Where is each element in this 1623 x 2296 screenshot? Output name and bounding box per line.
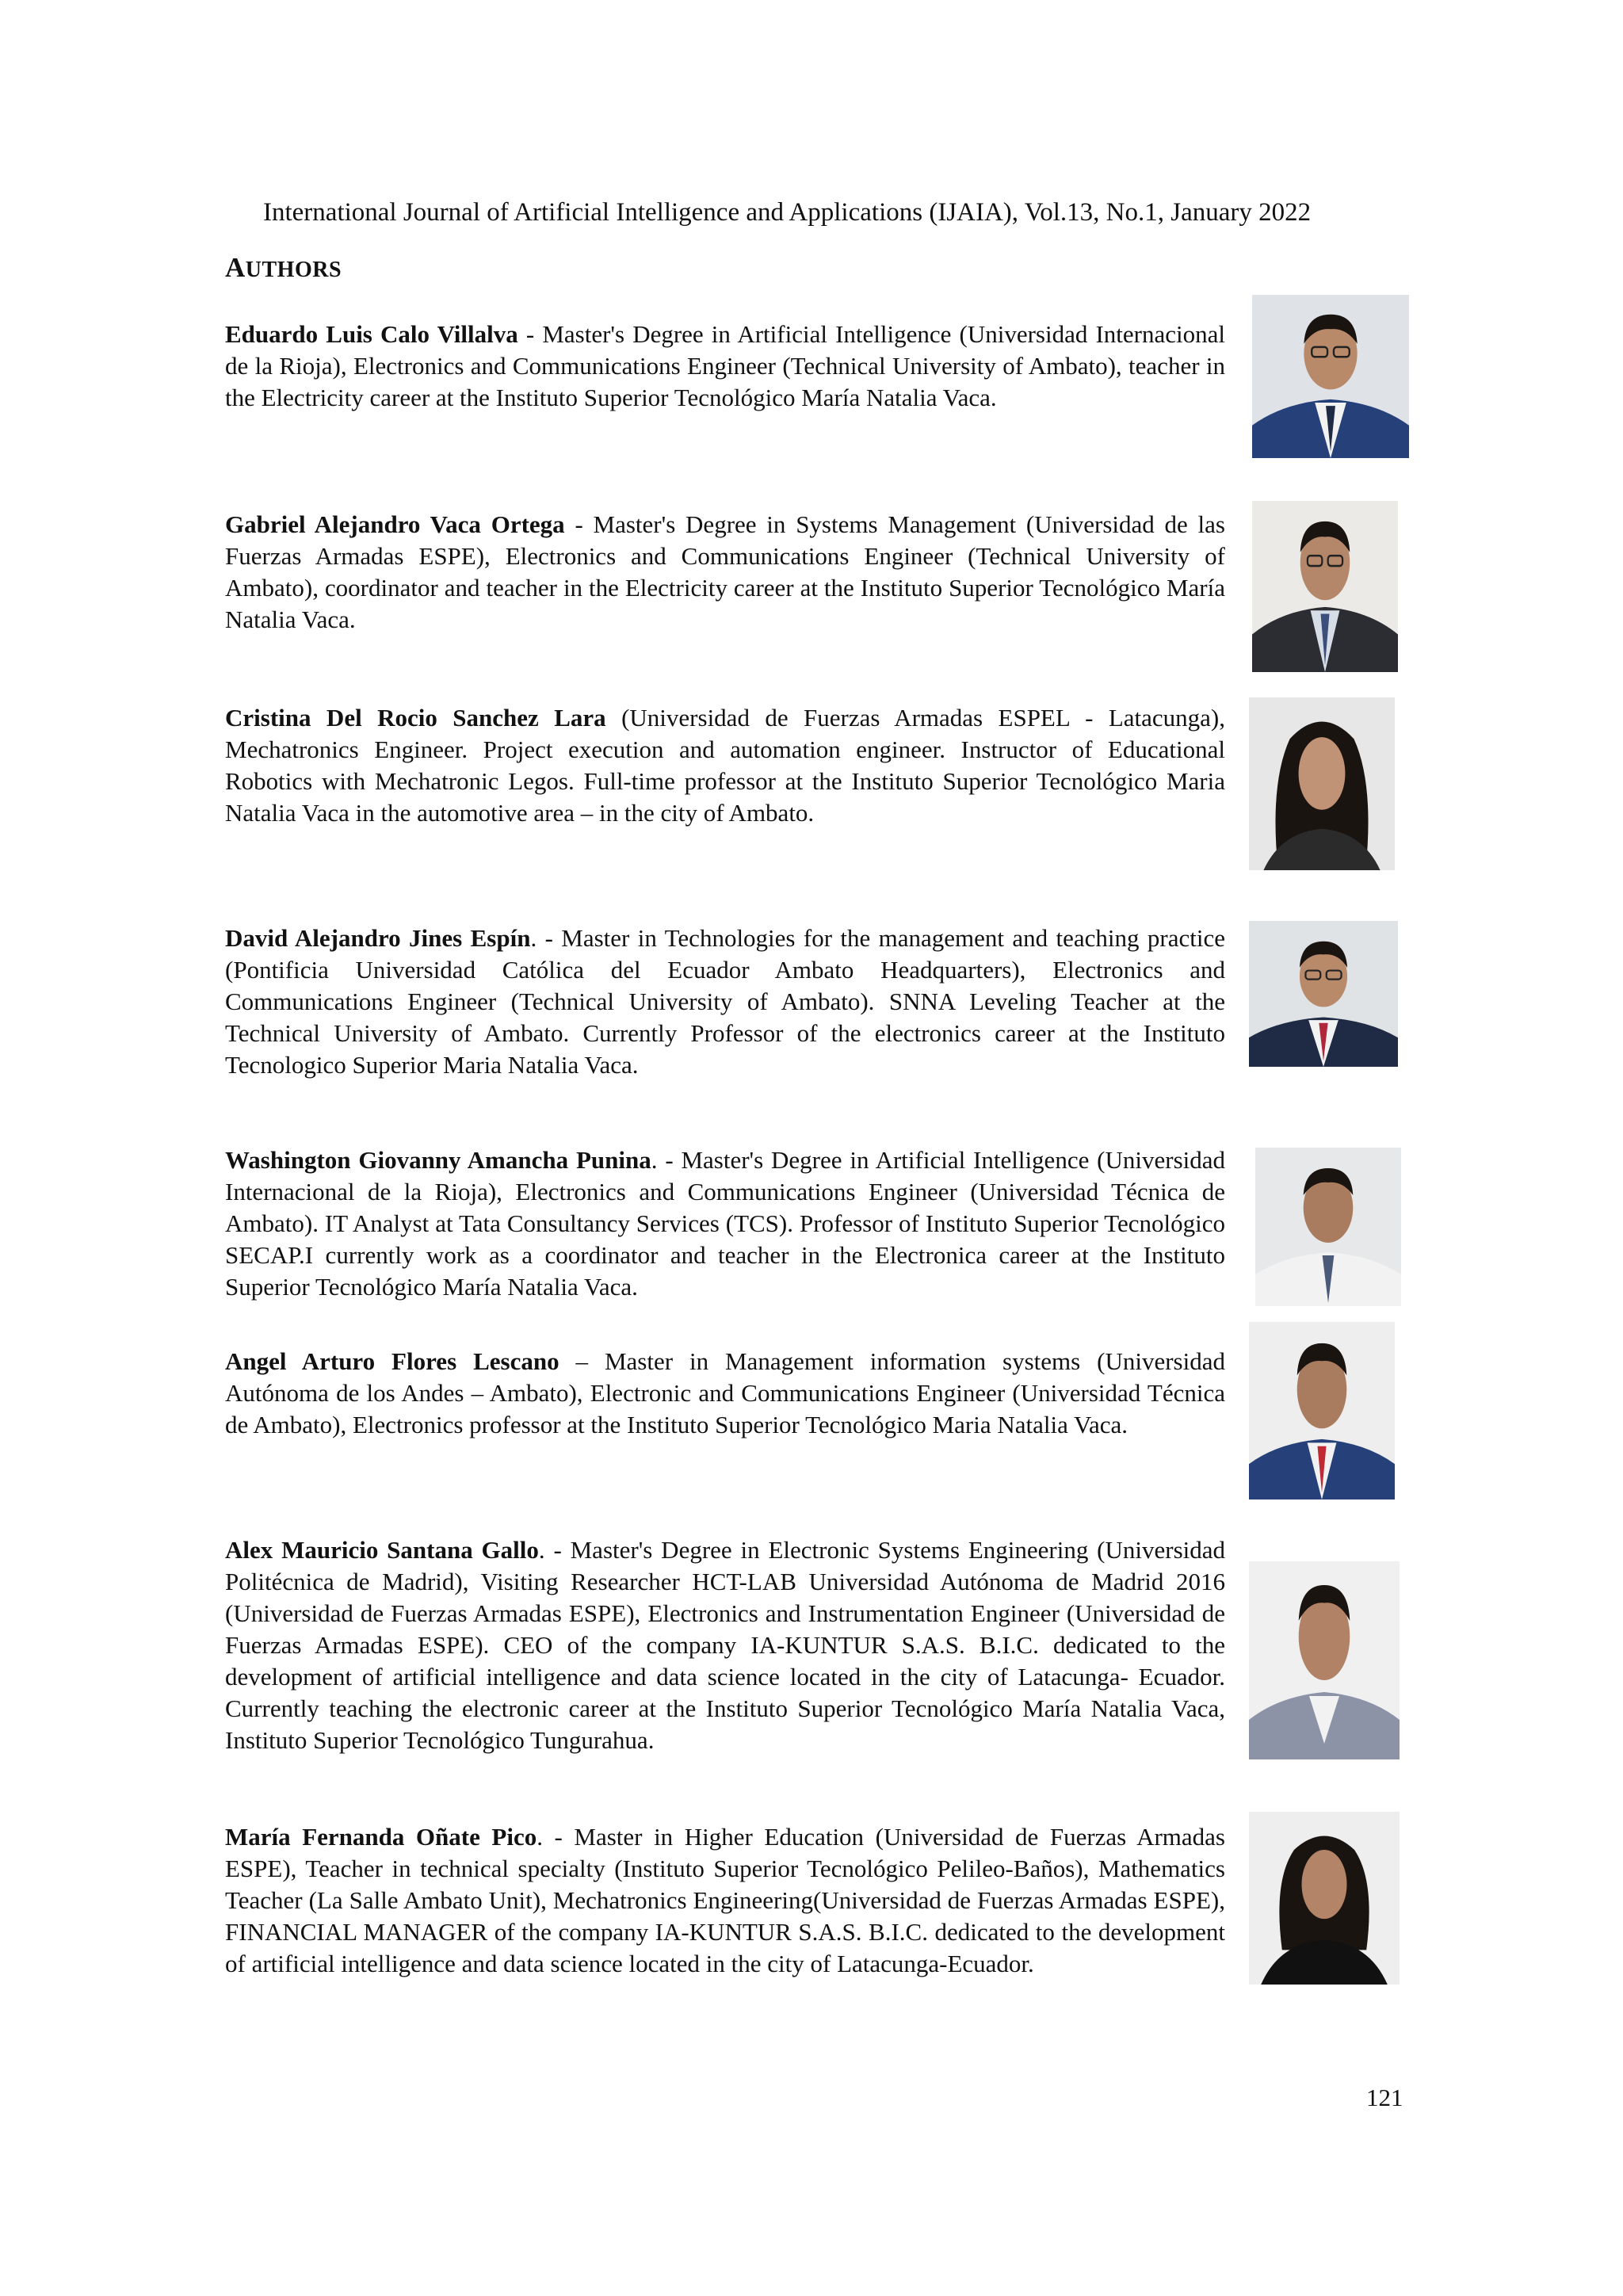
section-title-rest: UTHORS (245, 258, 342, 282)
author-photo-1 (1252, 295, 1409, 458)
author-photo-2 (1252, 501, 1398, 672)
author-bio-7 (225, 1534, 1225, 1756)
author-bio-2 (225, 509, 1225, 636)
portrait-image (1255, 1148, 1401, 1306)
author-name: Washington Giovanny Amancha Punina (225, 1146, 651, 1174)
author-description: . - Master's Degree in Artificial Intelligence (Universidad Internacional de la Rioja), Electronics and Communications Engineer (Universidad Técnica de Ambato). IT Analyst at Tata Consultancy Services (TCS). Professor of Instituto Superior Tecnológico SECAP.I currently work as a coordinator and teacher in the Electronica career at the Instituto Superior Tecnológico María Natalia Vaca. (225, 1146, 1226, 1301)
portrait-image (1249, 697, 1395, 870)
author-name: Eduardo Luis Calo Villalva (225, 320, 518, 348)
author-bio-1 (225, 319, 1225, 414)
portrait-image (1249, 1812, 1400, 1985)
author-name: David Alejandro Jines Espín (225, 924, 531, 952)
author-name: Angel Arturo Flores Lescano (225, 1347, 559, 1375)
author-bio-6 (225, 1346, 1225, 1441)
author-name: Gabriel Alejandro Vaca Ortega (225, 510, 565, 538)
author-description: . - Master's Degree in Electronic Systems Engineering (Universidad Politécnica de Madrid), Visiting Researcher HCT-LAB Universidad Autónoma de Madrid 2016 (Universidad de Fuerzas Armadas ESPE), Electronics and Instrumentation Engineer (Universidad de Fuerzas Armadas ESPE). CEO of the company IA-KUNTUR S.A.S. B.I.C. dedicated to the development of artificial intelligence and data science located in the city of Latacunga- Ecuador. Currently teaching the electronic career at the Instituto Superior Tecnológico María Natalia Vaca, Instituto Superior Tecnológico Tungurahua. (225, 1536, 1226, 1754)
author-description: (Universidad de Fuerzas Armadas ESPEL - Latacunga), Mechatronics Engineer. Project execution and automation engineer. Instructor of Educational Robotics with Mechatronic Legos. Full-time professor at the Instituto Superior Tecnológico Maria Natalia Vaca in the automotive area – in the city of Ambato. (225, 704, 1225, 827)
author-name: Cristina Del Rocio Sanchez Lara (225, 704, 606, 732)
portrait-image (1252, 501, 1398, 672)
portrait-image (1249, 1561, 1400, 1759)
author-description: . - Master in Higher Education (Universidad de Fuerzas Armadas ESPE), Teacher in technical specialty (Instituto Superior Tecnológico Pelileo-Baños), Mathematics Teacher (La Salle Ambato Unit), Mechatronics Engineering(Universidad de Fuerzas Armadas ESPE), FINANCIAL MANAGER of the company IA-KUNTUR S.A.S. B.I.C. dedicated to the development of artificial intelligence and data science located in the city of Latacunga-Ecuador. (225, 1823, 1225, 1977)
portrait-image (1249, 1322, 1395, 1499)
portrait-image (1252, 295, 1409, 458)
author-photo-8 (1249, 1812, 1400, 1985)
author-photo-7 (1249, 1561, 1400, 1759)
author-photo-5 (1255, 1148, 1401, 1306)
author-description: – Master in Management information systems (Universidad Autónoma de los Andes – Ambato), Electronic and Communications Engineer (Universidad Técnica de Ambato), Electronics professor at the Instituto Superior Tecnológico Maria Natalia Vaca. (225, 1347, 1225, 1438)
portrait-image (1249, 921, 1398, 1067)
author-description: - Master's Degree in Artificial Intelligence (Universidad Internacional de la Rioja), Electronics and Communications Engineer (Technical University of Ambato), teacher in the Electricity career at the Instituto Superior Tecnológico María Natalia Vaca. (225, 320, 1225, 411)
author-photo-4 (1249, 921, 1398, 1067)
author-description: . - Master in Technologies for the management and teaching practice (Pontificia Universidad Católica del Ecuador Ambato Headquarters), Electronics and Communications Engineer (Technical University of Ambato). SNNA Leveling Teacher at the Technical University of Ambato. Currently Professor of the electronics career at the Instituto Tecnologico Superior Maria Natalia Vaca. (225, 924, 1225, 1079)
author-bio-8 (225, 1821, 1225, 1980)
section-title-initial: A (225, 252, 246, 283)
author-name: Alex Mauricio Santana Gallo (225, 1536, 539, 1564)
author-photo-6 (1249, 1322, 1395, 1499)
author-description: - Master's Degree in Systems Management (Universidad de las Fuerzas Armadas ESPE), Electronics and Communications Engineer (Technical University of Ambato), coordinator and teacher in the Electricity career at the Instituto Superior Tecnológico María Natalia Vaca. (225, 510, 1225, 633)
section-title (225, 250, 342, 288)
page-number: 121 (1366, 2084, 1403, 2111)
running-header: International Journal of Artificial Intelligence and Applications (IJAIA), Vol.13, No.1, January 2022 (263, 198, 1312, 227)
author-name: María Fernanda Oñate Pico (225, 1823, 537, 1851)
author-bio-5 (225, 1144, 1225, 1303)
author-bio-3 (225, 702, 1225, 829)
author-bio-4 (225, 923, 1225, 1081)
author-photo-3 (1249, 697, 1395, 870)
